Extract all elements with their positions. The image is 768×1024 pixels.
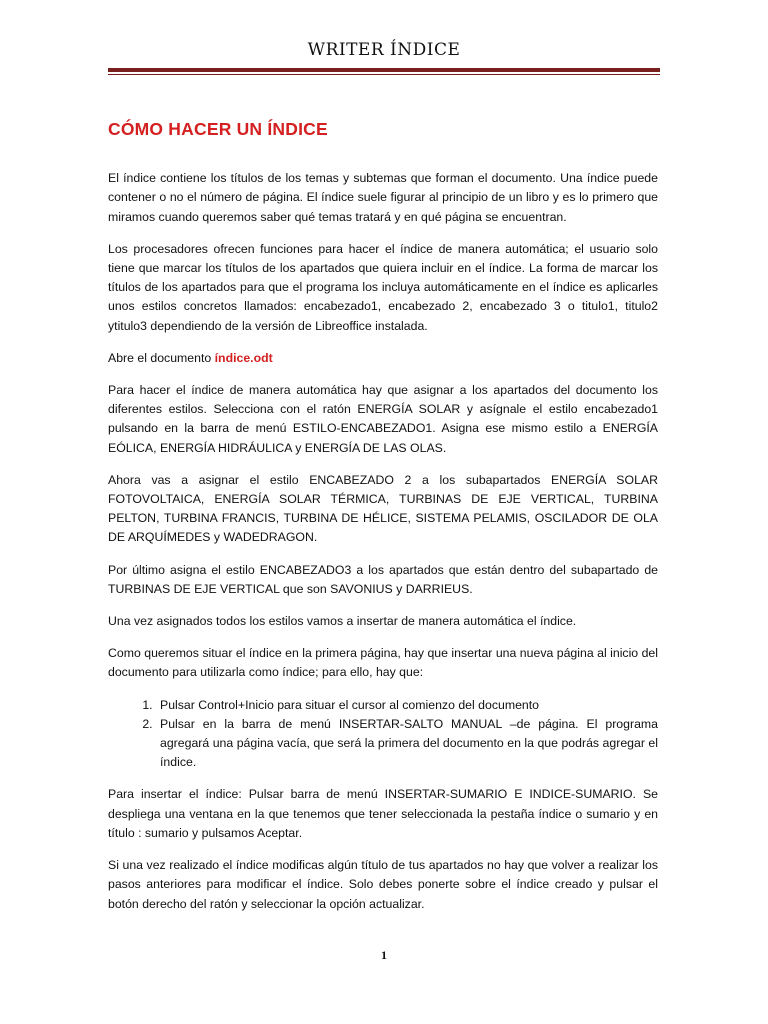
paragraph-update-index: Si una vez realizado el índice modificas algún título de tus apartados no hay que volver a realizar los pasos anteriores para modificar el índice. Solo debes ponerte sobre el índice creado y pulsar el botón derecho del ratón y seleccionar la opción actualizar. <box>108 858 658 911</box>
paragraph-open-document <box>108 349 658 368</box>
paragraph-heading3: Por último asigna el estilo ENCABEZADO3 a los apartados que están dentro del subapartado de TURBINAS DE EJE VERTICAL que son SAVONIUS y DARRIEUS. <box>108 562 658 596</box>
paragraph-processors: Los procesadores ofrecen funciones para hacer el índice de manera automática; el usuario solo tiene que marcar los títulos de los apartados que quiera incluir en el índice. La forma de marcar los títulos de los apartados para que el programa los incluya automáticamente en el índice es aplicarles unos estilos concretos llamados: encabezado1, encabezado 2, encabezado 3 o titulo1, titulo2 ytitulo3 dependiendo de la versión de Libreoffice instalada. <box>108 241 658 333</box>
list-item: 1. Pulsar Control+Inicio para situar el cursor al comienzo del documento <box>156 696 658 715</box>
paragraph-insert-index: Para insertar el índice: Pulsar barra de menú INSERTAR-SUMARIO E INDICE-SUMARIO. Se despliega una ventana en la que tenemos que tener seleccionada la pestaña índice o sumario y en título : sumario y pulsamos Aceptar. <box>108 787 658 840</box>
paragraph-first-page: Como queremos situar el índice en la primera página, hay que insertar una nueva página al inicio del documento para utilizarla como índice; para ello, hay que: <box>108 646 658 680</box>
page-number: 1 <box>381 948 387 962</box>
header-title: WRITER ÍNDICE <box>307 40 461 60</box>
paragraph-heading2: Ahora vas a asignar el estilo ENCABEZADO 2 a los subapartados ENERGÍA SOLAR FOTOVOLTAICA, ENERGÍA SOLAR TÉRMICA, TURBINAS DE EJE VERTICAL, TURBINA PELTON, TURBINA FRANCIS, TURBINA DE HÉLICE, SISTEMA PELAMIS, OSCILADOR DE OLA DE ARQUÍMEDES y WADEDRAGON. <box>108 472 658 545</box>
open-doc-text: Abre el documento <box>108 350 215 365</box>
section-heading: CÓMO HACER UN ÍNDICE <box>108 119 328 139</box>
page-header <box>108 40 660 60</box>
filename-link[interactable]: índice.odt <box>214 350 273 365</box>
paragraph-intro: El índice contiene los títulos de los temas y subtemas que forman el documento. Una índice puede contener o no el número de página. El índice suele figurar al principio de un libro y es lo primero que miramos cuando queremos saber qué temas tratará y en qué página se encuentran. <box>108 171 658 224</box>
document-body <box>108 120 658 927</box>
paragraph-insert-auto: Una vez asignados todos los estilos vamos a insertar de manera automática el índice. <box>108 614 577 629</box>
list-item: 2. Pulsar en la barra de menú INSERTAR-SALTO MANUAL –de página. El programa agregará una página vacía, que será la primera del documento en la que podrás agregar el índice. <box>156 715 658 773</box>
header-rule-thin <box>108 74 660 75</box>
paragraph-assign-styles: Para hacer el índice de manera automática hay que asignar a los apartados del documento los diferentes estilos. Selecciona con el ratón ENERGÍA SOLAR y asígnale el estilo encabezado1 pulsando en la barra de menú ESTILO-ENCABEZADO1. Asigna ese mismo estilo a ENERGÍA EÓLICA, ENERGÍA HIDRÁULICA y ENERGÍA DE LAS OLAS. <box>108 383 658 455</box>
steps-list <box>108 696 658 773</box>
header-rule-thick <box>108 68 660 72</box>
